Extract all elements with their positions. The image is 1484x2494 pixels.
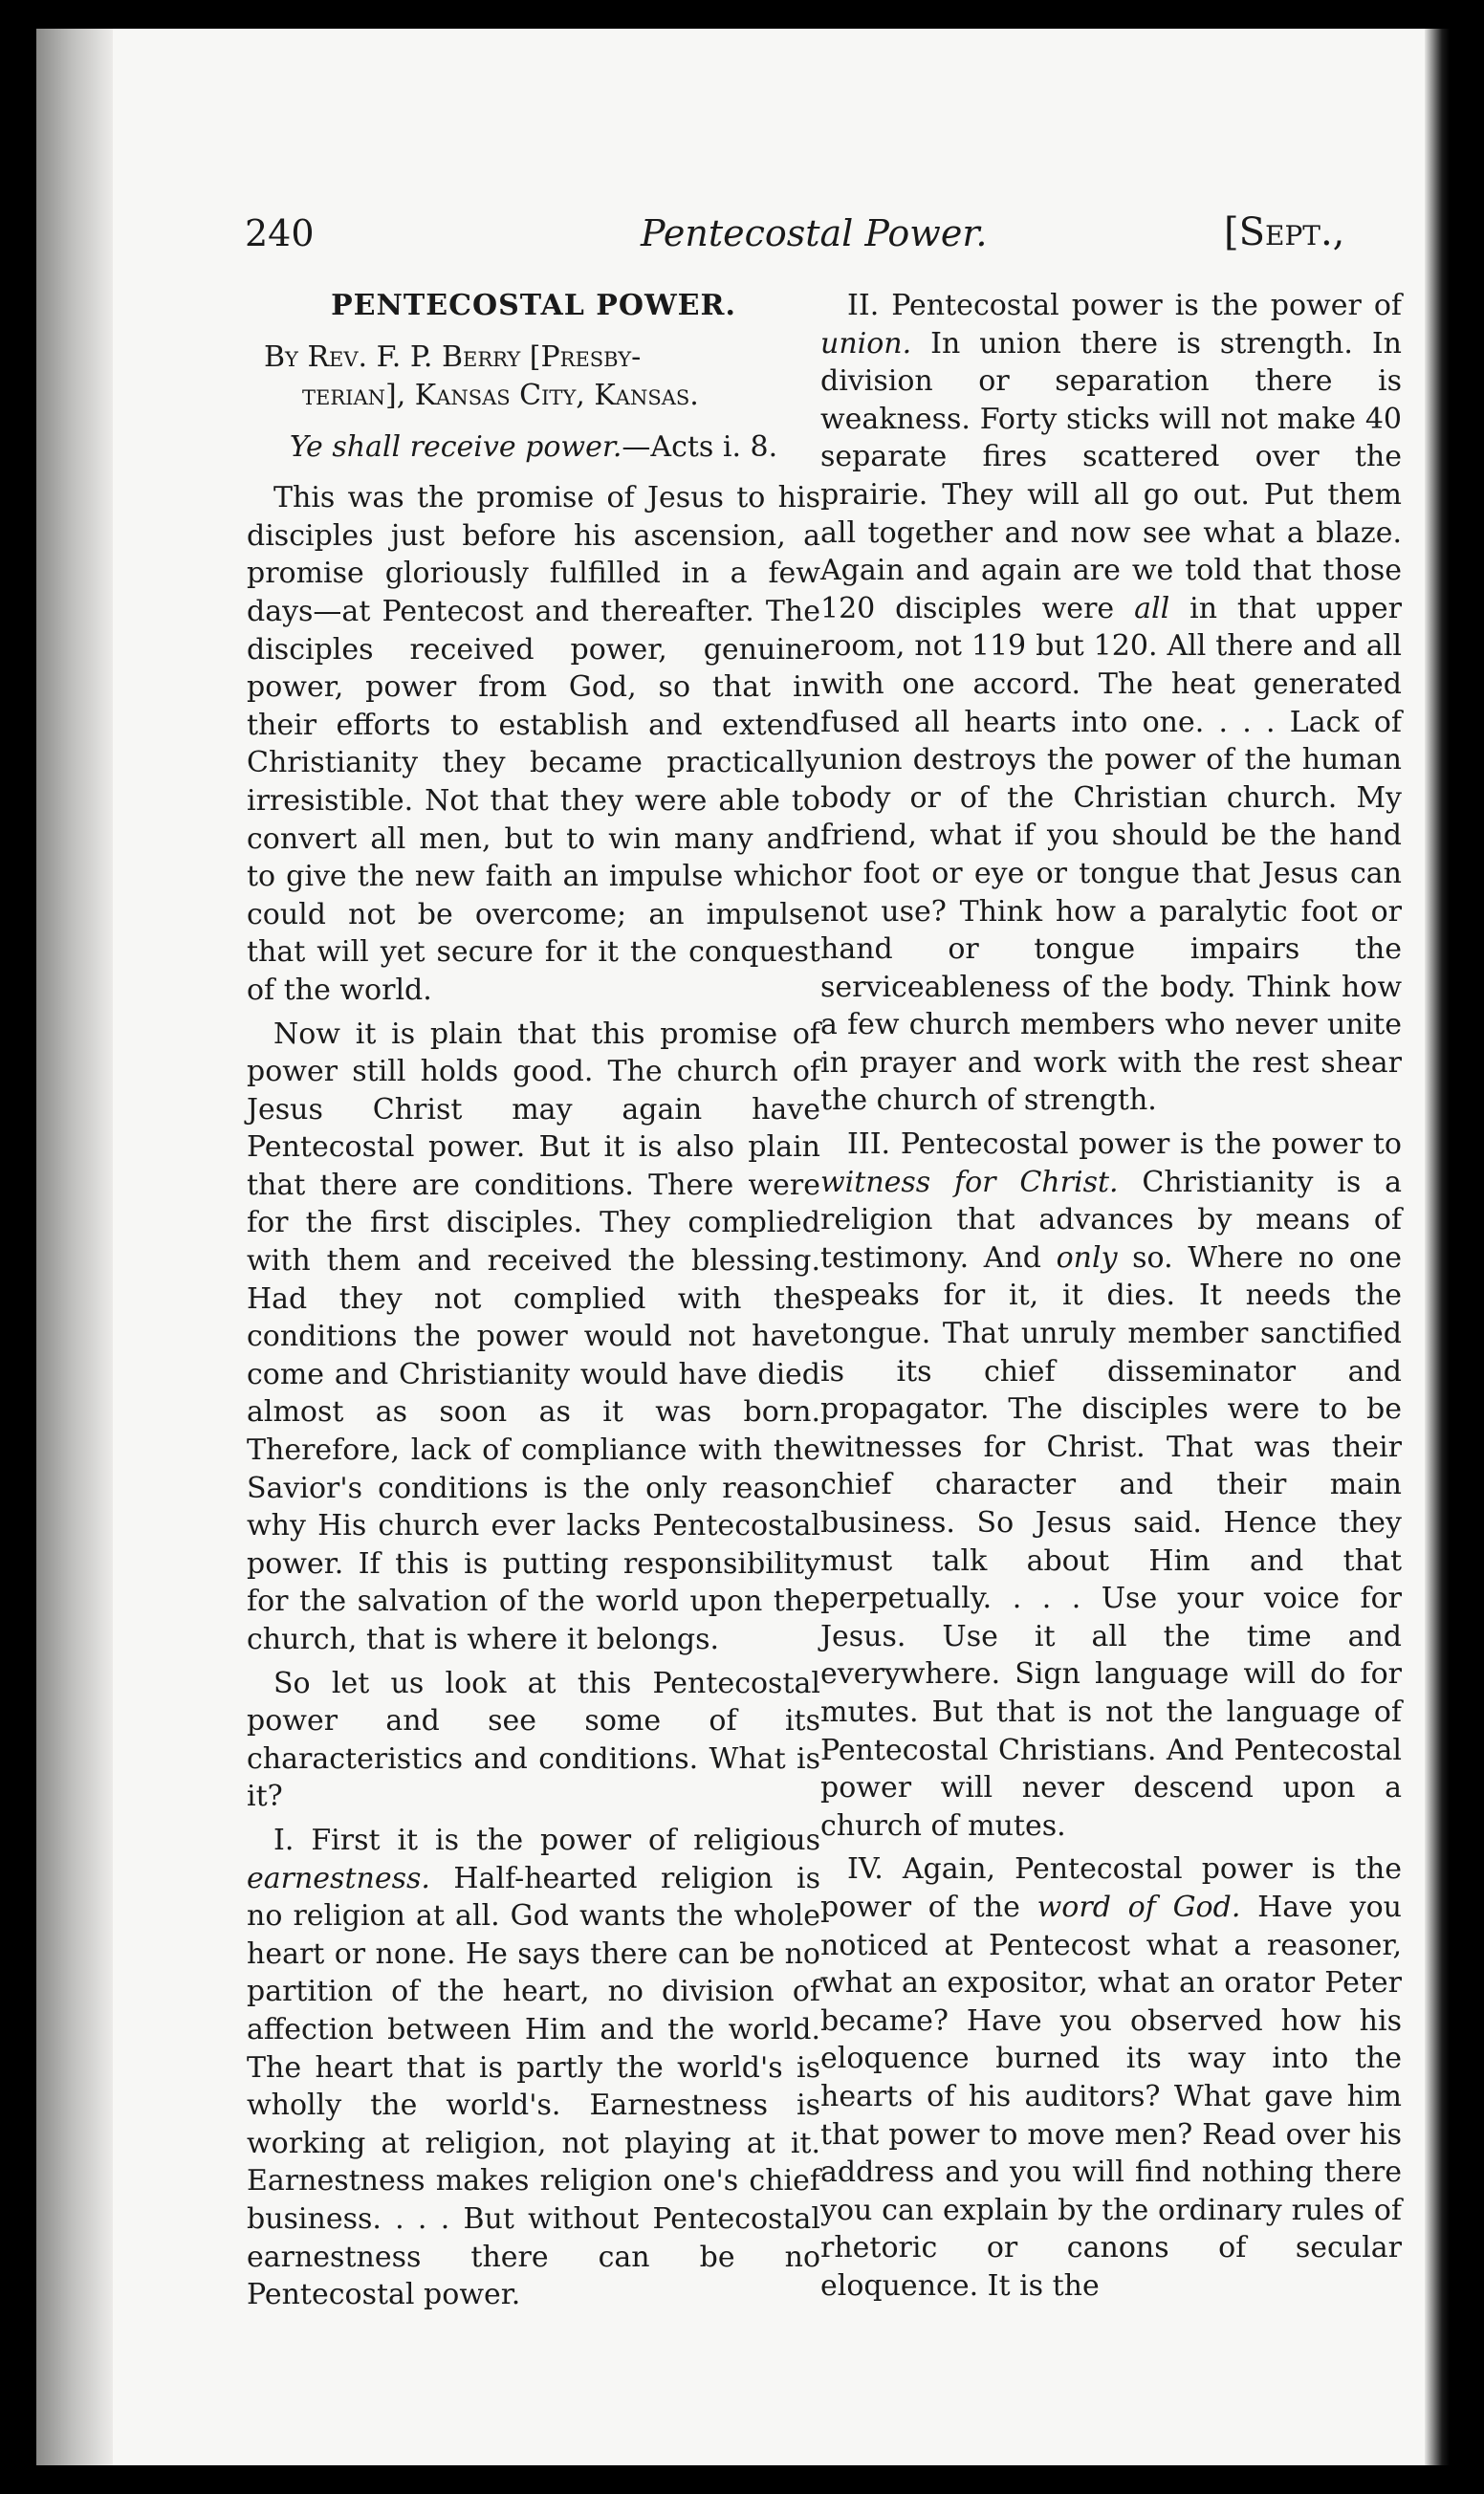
emphasis: union. bbox=[820, 326, 912, 361]
paragraph-II: II. Pentecostal power is the power of union. In union there is strength. In division or separation there is weakness. Forty sticks will not make 40 separate fires scattered over the prairie. They will all go out. Put them all together and now see what a blaze. Again and again are we told that those 120 disciples were all in that upper room, not 119 but 120. All there and all with one accord. The heat generated fused all hearts into one. . . . Lack of union destroys the power of the human body or of the Christian church. My friend, what if you should be the hand or foot or eye or tongue that Jesus can not use? Think how a paralytic foot or hand or tongue impairs the serviceableness of the body. Think how a few church members who never unite in prayer and work with the rest shear the church of strength. bbox=[820, 289, 1402, 1118]
paragraph: This was the promise of Jesus to his disciples just before his ascension, a promise gloriously fulfilled in a few days—at Pentecost and thereafter. The disciples received power, genuine power, power from God, so that in their efforts to establish and extend Christianity they became practically irresistible. Not that they were able to convert all men, but to win many and to give the new faith an impulse which could not be overcome; an impulse that will yet secure for it the conquest of the world. bbox=[247, 481, 820, 1007]
epigraph-text: Ye shall receive power. bbox=[289, 429, 622, 464]
paragraph-IV: IV. Again, Pentecostal power is the power of the word of God. Have you noticed at Pentecost what a reasoner, what an expositor, what an orator Peter became? Have you observed how his eloquence burned its way into the hearts of his auditors? What gave him that power to move men? Read over his address and you will find nothing there you can explain by the ordinary rules of rhetoric or canons of secular eloquence. It is the bbox=[820, 1852, 1402, 2303]
paragraph: So let us look at this Pentecostal power and see some of its characteristics and conditions. What is it? bbox=[247, 1666, 820, 1814]
byline-line-1: By Rev. F. P. Berry [Presby- bbox=[264, 339, 642, 374]
emphasis: only bbox=[1056, 1240, 1118, 1275]
emphasis: word of God. bbox=[1037, 1890, 1241, 1924]
page-edge bbox=[1425, 29, 1450, 2465]
byline-line-2: terian], Kansas City, Kansas. bbox=[302, 378, 699, 412]
paragraph: Now it is plain that this promise of power still holds good. The church of Jesus Christ may again have Pentecostal power. But it is also plain that there are conditions. There were for the first disciples. They complied with them and received the blessing. Had they not complied with the conditions the power would not have come and Christianity would have died almost as soon as it was born. Therefore, lack of compliance with the Savior's conditions is the only reason why His church ever lacks Pentecostal power. If this is putting responsibility for the salvation of the world upon the church, that is where it belongs. bbox=[247, 1017, 820, 1656]
paragraph-I: I. First it is the power of religious earnestness. Half-hearted religion is no religion at all. God wants the whole heart or none. He says there can be no partition of the heart, no division of affection between Him and the world. The heart that is partly the world's is wholly the world's. Earnestness is working at religion, not playing at it. Earnestness makes religion one's chief business. . . . But without Pentecostal earnestness there can be no Pentecostal power. bbox=[247, 1823, 820, 2312]
running-title: Pentecostal Power. bbox=[641, 212, 988, 254]
gutter-shadow bbox=[36, 29, 113, 2465]
epigraph bbox=[247, 428, 820, 467]
emphasis: witness for Christ. bbox=[820, 1165, 1119, 1199]
running-section: [Sept., bbox=[1224, 210, 1345, 254]
paragraph-III: III. Pentecostal power is the power to witness for Christ. Christianity is a religion that advances by means of testimony. And only so. Where no one speaks for it, it dies. It needs the tongue. That unruly member sanctified is its chief disseminator and propagator. The disciples were to be witnesses for Christ. That was their chief character and their main business. So Jesus said. Hence they must talk about Him and that perpetually. . . . Use your voice for Jesus. Use it all the time and everywhere. Sign language will do for mutes. But that is not the language of Pentecostal Christians. And Pentecostal power will never descend upon a church of mutes. bbox=[820, 1127, 1402, 1843]
emphasis: earnestness. bbox=[247, 1861, 430, 1895]
right-column bbox=[820, 287, 1402, 2310]
epigraph-reference: —Acts i. 8. bbox=[622, 429, 778, 464]
byline bbox=[247, 339, 820, 415]
left-column bbox=[247, 287, 820, 2320]
article-title: PENTECOSTAL POWER. bbox=[331, 289, 736, 322]
page-number: 240 bbox=[245, 212, 315, 254]
emphasis: all bbox=[1134, 591, 1170, 625]
book-page bbox=[36, 29, 1450, 2465]
